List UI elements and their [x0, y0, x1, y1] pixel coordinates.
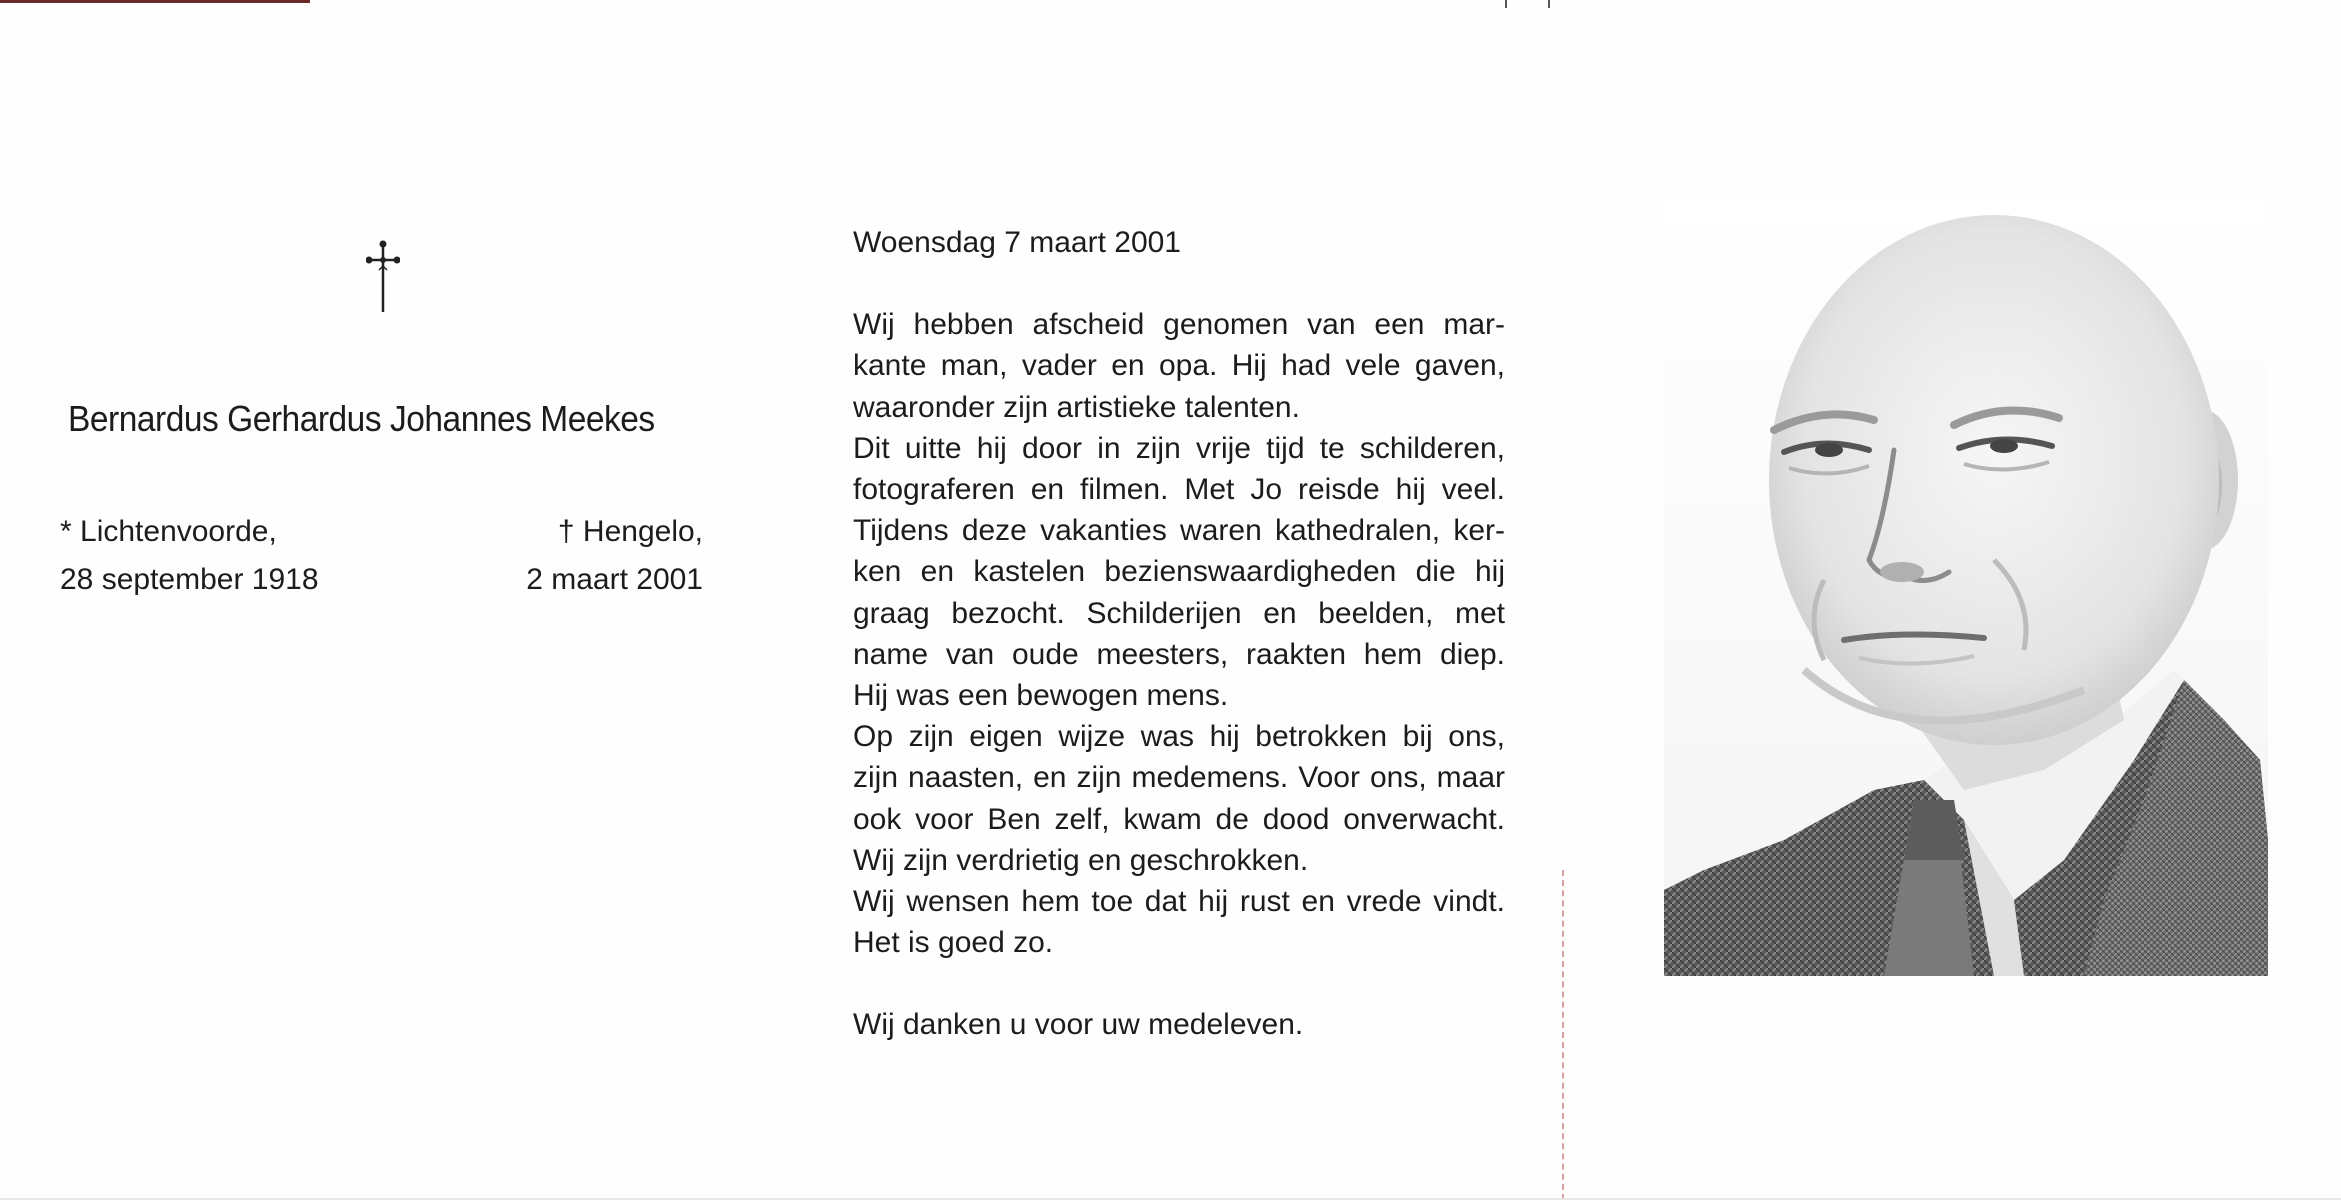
text-line: Wij hebben afscheid genomen van een mar-: [853, 308, 1505, 342]
text-line: Op zijn eigen wijze was hij betrokken bij ons,: [853, 720, 1505, 754]
text-line: name van oude meesters, raakten hem diep.: [853, 637, 1505, 671]
text-line: Het is goed zo.: [853, 926, 1054, 960]
text-line: Tijdens deze vakanties waren kathedralen, ker-: [853, 514, 1505, 548]
text-line: graag bezocht. Schilderijen en beelden, met: [853, 596, 1505, 630]
thanks-line: Wij danken u voor uw medeleven.: [853, 1008, 1304, 1042]
text-line: Wij wensen hem toe dat hij rust en vrede vindt.: [853, 885, 1505, 919]
text-line: ken en kastelen bezienswaardigheden die hij: [853, 555, 1505, 589]
card-edge: [0, 0, 310, 3]
memorial-paragraph: [853, 304, 1505, 963]
fold-mark: [1548, 0, 1550, 8]
death-place: † Hengelo,: [557, 515, 703, 548]
text-line: Wij zijn verdrietig en geschrokken.: [853, 843, 1309, 877]
birth-info: [60, 508, 319, 604]
text-line: ook voor Ben zelf, kwam de dood onverwacht.: [853, 802, 1505, 836]
fold-line: [1562, 870, 1564, 1200]
fold-mark: [1505, 0, 1507, 8]
death-date: 2 maart 2001: [526, 563, 703, 596]
birth-place: * Lichtenvoorde,: [60, 515, 277, 548]
memorial-date: Woensdag 7 maart 2001: [853, 226, 1181, 259]
text-line: fotograferen en filmen. Met Jo reisde hij veel.: [853, 473, 1505, 507]
portrait-photo: [1664, 200, 2268, 976]
text-line: waaronder zijn artistieke talenten.: [853, 390, 1300, 424]
text-line: kante man, vader en opa. Hij had vele gaven,: [853, 349, 1505, 383]
text-line: Hij was een bewogen mens.: [853, 679, 1229, 713]
text-line: Dit uitte hij door in zijn vrije tijd te schilderen,: [853, 431, 1505, 465]
memorial-text: [853, 222, 1505, 1046]
text-line: zijn naasten, en zijn medemens. Voor ons, maar: [853, 761, 1505, 795]
birth-date: 28 september 1918: [60, 563, 319, 596]
deceased-name: Bernardus Gerhardus Johannes Meekes: [68, 398, 655, 439]
cross-icon: [366, 240, 400, 314]
death-info: [526, 508, 703, 604]
